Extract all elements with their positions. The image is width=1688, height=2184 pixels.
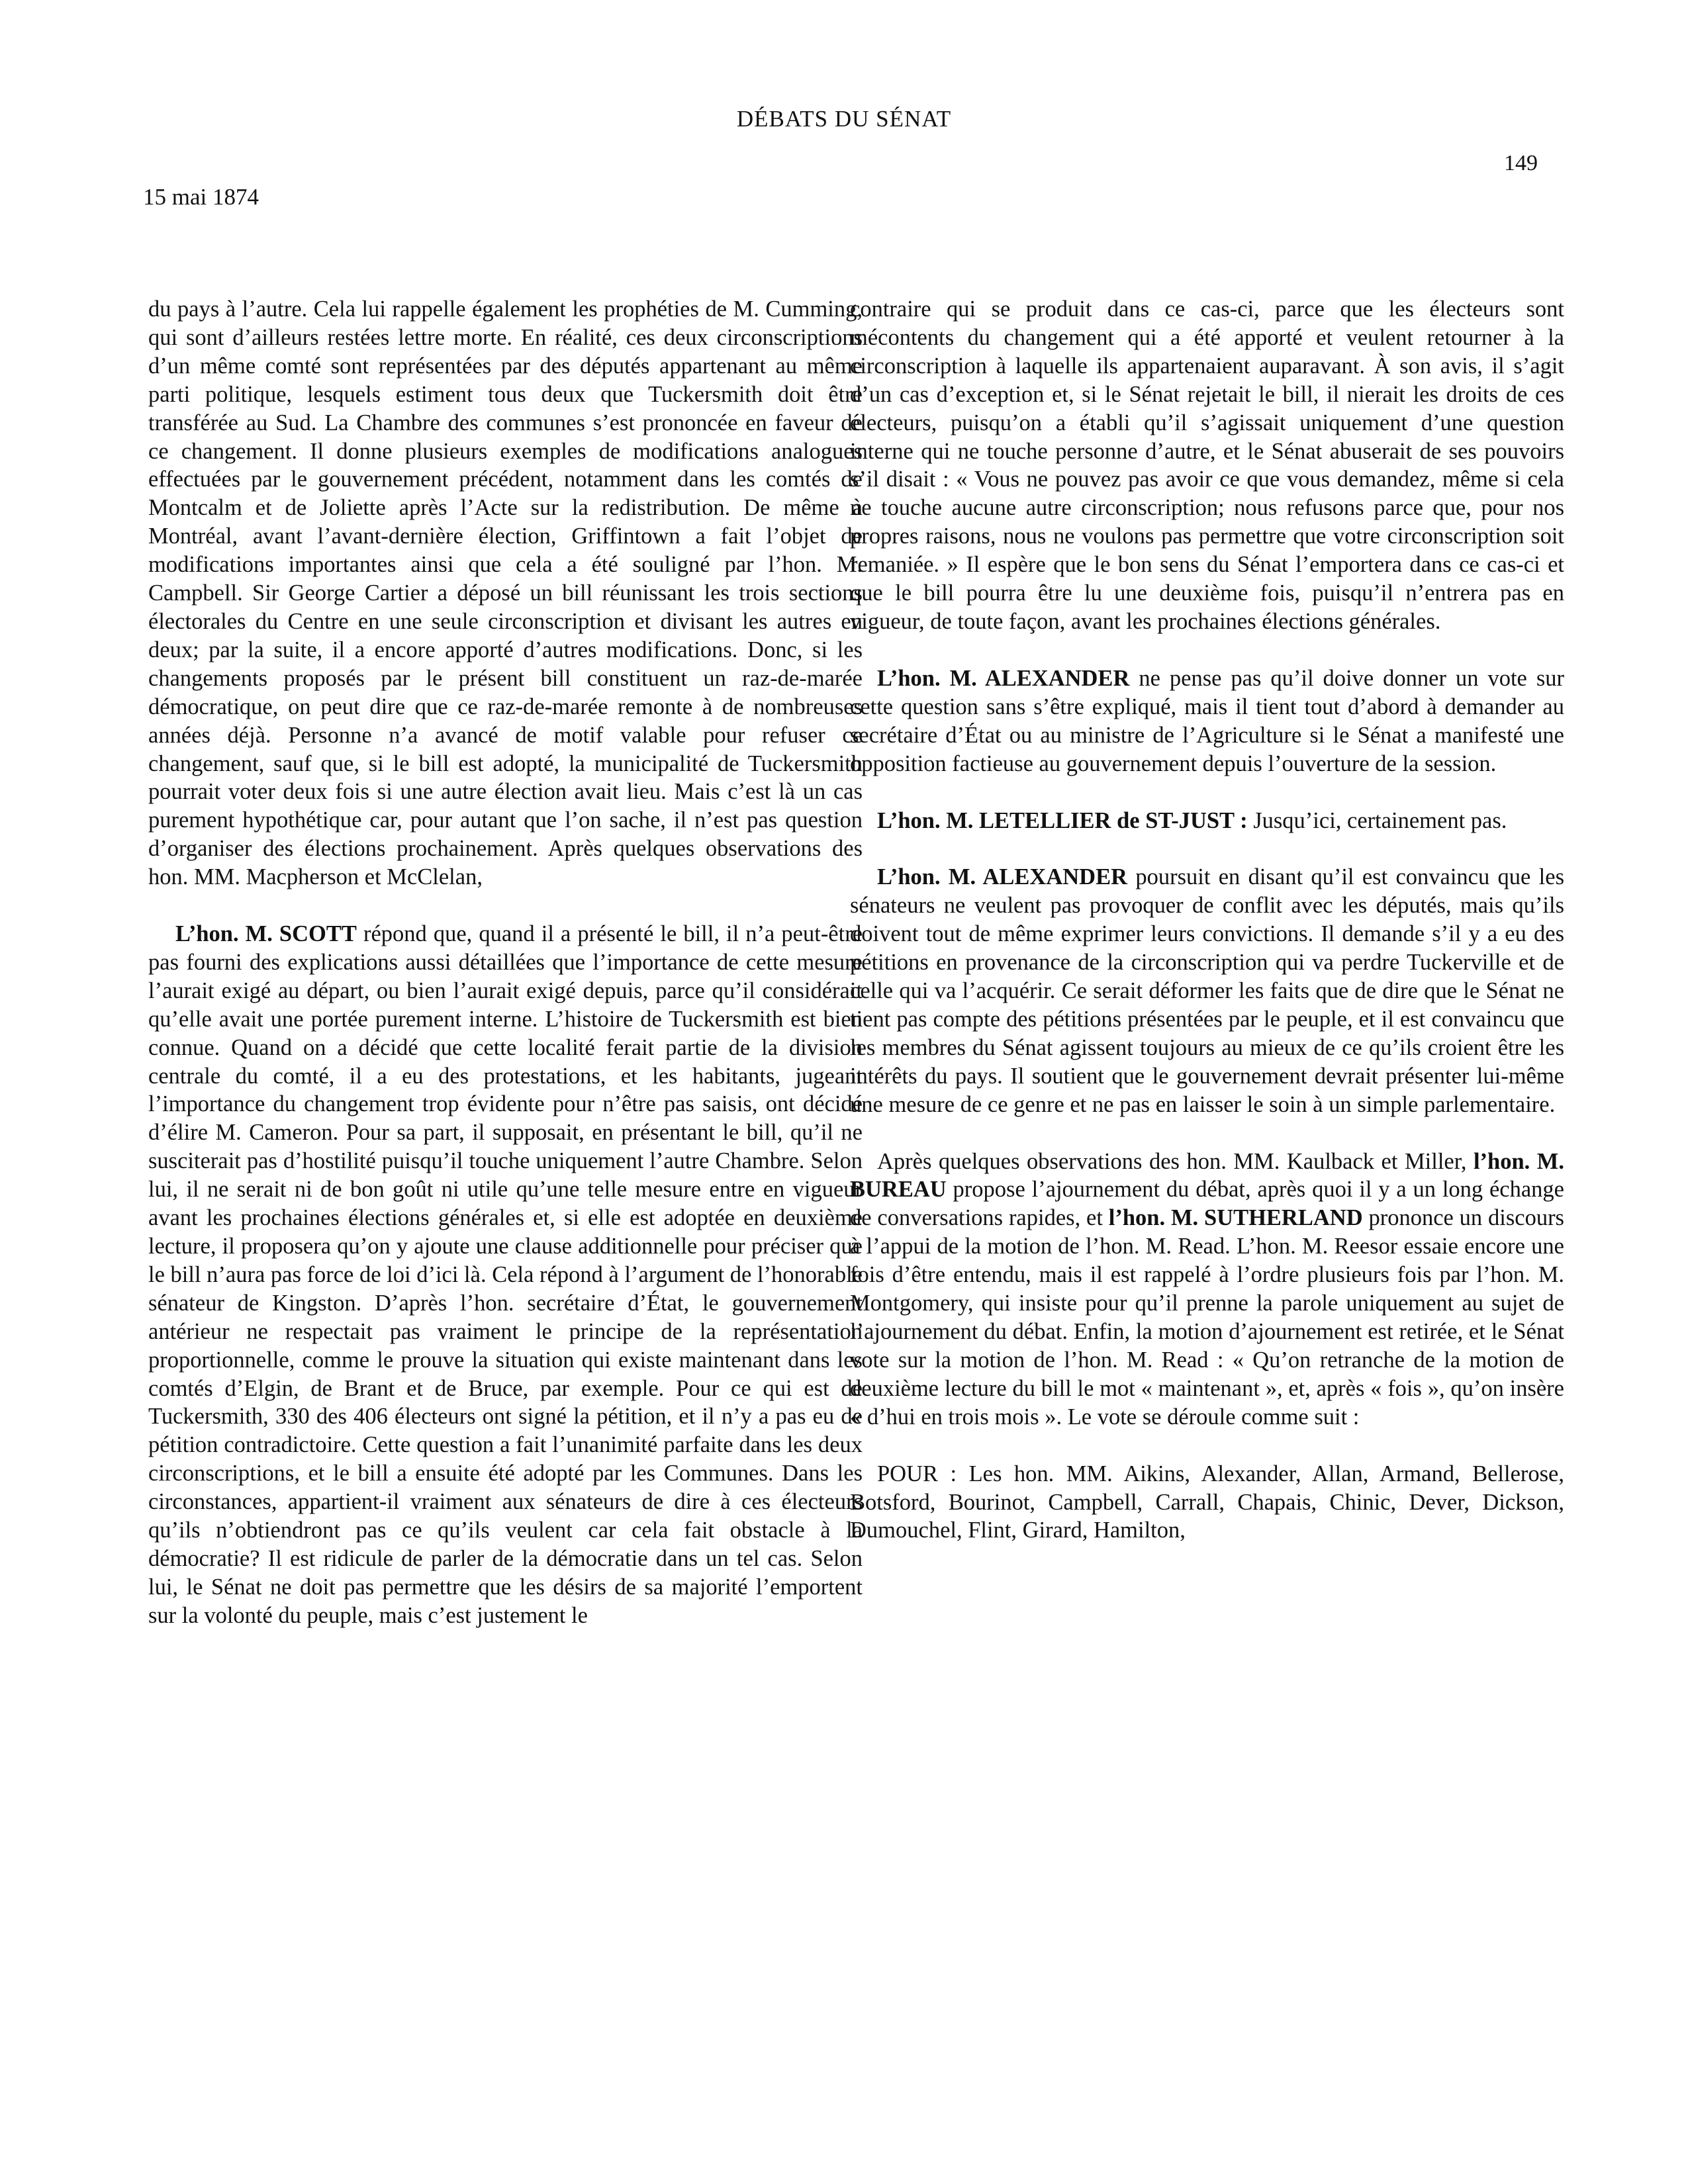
page-header-title: DÉBATS DU SÉNAT bbox=[736, 106, 952, 132]
paragraph bbox=[850, 1148, 1564, 1432]
paragraph-text: Après quelques observations des hon. MM. Kaulback et Miller, bbox=[877, 1148, 1474, 1174]
page-date: 15 mai 1874 bbox=[143, 184, 259, 210]
paragraph: contraire qui se produit dans ce cas-ci, parce que les électeurs sont mécontents du changement qui a été apporté et veulent retourner à la circonscription à laquelle ils appartenaient auparavant. À son avis, il s’agit d’un cas d’exception et, si le Sénat rejetait le bill, il nierait les droits de ces électeurs, puisqu’on a établi qu’il s’agissait uniquement d’une question interne qui ne touche personne d’autre, et le Sénat abuserait de ses pouvoirs s’il disait : « Vous ne pouvez pas avoir ce que vous demandez, même si cela ne touche aucune autre circonscription; nous refusons parce que, pour nos propres raisons, nous ne voulons pas permettre que votre circonscription soit remaniée. » Il espère que le bon sens du Sénat l’emportera dans ce cas-ci et que le bill pourra être lu une deuxième fois, puisqu’il n’entrera pas en vigueur, de toute façon, avant les prochaines élections générales. bbox=[850, 296, 1564, 634]
speech-paragraph bbox=[850, 664, 1564, 778]
speaker-name: l’hon. M. SUTHERLAND bbox=[1108, 1205, 1363, 1231]
vote-list: POUR : Les hon. MM. Aikins, Alexander, Allan, Armand, Bellerose, Botsford, Bourinot, Campbell, Carrall, Chapais, Chinic, Dever, Dickson, Dumouchel, Flint, Girard, Hamilton, bbox=[850, 1461, 1564, 1543]
speech-text: répond que, quand il a présenté le bill, il n’a peut-être pas fourni des explications aussi détaillées que l’importance de cette mesure l’aurait exigé au départ, ou bien l’aurait exigé depuis, parce qu’il considérait qu’elle avait une portée purement interne. L’histoire de Tuckersmith est bien connue. Quand on a décidé que cette localité ferait partie de la division centrale du comté, il a eu des protestations, et les habitants, jugeant l’importance du changement trop évidente pour n’être pas saisis, ont décidé d’élire M. Cameron. Pour sa part, il supposait, en présentant le bill, qu’il ne susciterait pas d’hostilité puisqu’il touche uniquement l’autre Chambre. Selon lui, il ne serait ni de bon goût ni utile qu’une telle mesure entre en vigueur avant les prochaines élections générales et, si elle est adoptée en deuxième lecture, il proposera qu’on y ajoute une clause additionnelle pour préciser que le bill n’aura pas force de loi d’ici là. Cela répond à l’argument de l’honorable sénateur de Kingston. D’après l’hon. secrétaire d’État, le gouvernement antérieur ne respectait pas vraiment le principe de la représentation proportionnelle, comme le prouve la situation qui existe maintenant dans les comtés d’Elgin, de Brant et de Bruce, par exemple. Pour ce qui est de Tuckersmith, 330 des 406 électeurs ont signé la pétition, et il n’y a pas eu de pétition contradictoire. Cette question a fait l’unanimité parfaite dans les deux circonscriptions, et le bill a ensuite été adopté par les Communes. Dans les circonstances, appartient-il vraiment aux sénateurs de dire à ces électeurs qu’ils n’obtiendront pas ce qu’ils veulent car cela fait obstacle à la démocratie? Il est ridicule de parler de la démocratie dans un tel cas. Selon lui, le Sénat ne doit pas permettre que les désirs de sa majorité l’emportent sur la volonté du peuple, mais c’est justement le bbox=[148, 921, 863, 1628]
paragraph-text: prononce un discours à l’appui de la motion de l’hon. M. Read. L’hon. M. Reesor essaie encore une fois d’être entendu, mais il est rappelé à l’ordre plusieurs fois par l’hon. M. Montgomery, qui insiste pour qu’il prenne la parole uniquement au sujet de l’ajournement du débat. Enfin, la motion d’ajournement est retirée, et le Sénat vote sur la motion de l’hon. M. Read : « Qu’on retranche de la motion de deuxième lecture du bill le mot « maintenant », et, après « fois », qu’on insère « d’hui en trois mois ». Le vote se déroule comme suit : bbox=[850, 1205, 1564, 1430]
speaker-name: L’hon. M. ALEXANDER bbox=[877, 665, 1130, 691]
speech-paragraph bbox=[850, 807, 1564, 835]
speech-text: poursuit en disant qu’il est convaincu que les sénateurs ne veulent pas provoquer de conflit avec les députés, mais qu’ils doivent tout de même exprimer leurs convictions. Il demande s’il y a eu des pétitions en provenance de la circonscription qui va perdre Tuckerville et de celle qui va l’acquérir. Ce serait déformer les faits que de dire que le Sénat ne tient pas compte des pétitions présentées par le peuple, et il est convaincu que les membres du Sénat agissent toujours au mieux de ce qu’ils croient être les intérêts du pays. Il soutient que le gouvernement devrait présenter lui-même une mesure de ce genre et ne pas en laisser le soin à un simple parlementaire. bbox=[850, 864, 1565, 1117]
right-column bbox=[850, 295, 1564, 1545]
speaker-name: L’hon. M. SCOTT bbox=[175, 921, 357, 947]
paragraph: du pays à l’autre. Cela lui rappelle également les prophéties de M. Cumming, qui sont d’ailleurs restées lettre morte. En réalité, ces deux circonscriptions d’un même comté sont représentées par des députés appartenant au même parti politique, lesquels estiment tous deux que Tuckersmith doit être transférée au Sud. La Chambre des communes s’est prononcée en faveur de ce changement. Il donne plusieurs exemples de modifications analogues effectuées par le gouvernement précédent, notamment dans les comtés de Montcalm et de Joliette après l’Acte sur la redistribution. De même à Montréal, avant l’avant-dernière élection, Griffintown a fait l’objet de modifications importantes ainsi que cela a été souligné par l’hon. M. Campbell. Sir George Cartier a déposé un bill réunissant les trois sections électorales du Centre en une seule circonscription et divisant les autres en deux; par la suite, il a encore apporté d’autres modifications. Donc, si les changements proposés par le présent bill constituent un raz-de-marée démocratique, on peut dire que ce raz-de-marée remonte à de nombreuses années déjà. Personne n’a avancé de motif valable pour refuser ce changement, sauf que, si le bill est adopté, la municipalité de Tuckersmith pourrait voter deux fois si une autre élection avait lieu. Mais c’est là un cas purement hypothétique car, pour autant que l’on sache, il n’est pas question d’organiser des élections prochainement. Après quelques observations des hon. MM. Macpherson et McClelan, bbox=[148, 296, 863, 890]
speaker-name: l’hon. M. BUREAU bbox=[850, 1148, 1564, 1203]
speaker-name: L’hon. M. LETELLIER de ST-JUST : bbox=[877, 807, 1248, 833]
paragraph-text: propose l’ajournement du débat, après quoi il y a un long échange de conversations rapides, et bbox=[850, 1177, 1564, 1231]
speaker-name: L’hon. M. ALEXANDER bbox=[877, 864, 1128, 890]
speech-text: Jusqu’ici, certainement pas. bbox=[1247, 807, 1507, 833]
speech-text: ne pense pas qu’il doive donner un vote sur cette question sans s’être expliqué, mais il tient tout d’abord à demander au secrétaire d’État ou au ministre de l’Agriculture si le Sénat a manifesté une opposition factieuse au gouvernement depuis l’ouverture de la session. bbox=[850, 665, 1564, 776]
page-number: 149 bbox=[1504, 151, 1538, 175]
speech-paragraph bbox=[148, 920, 863, 1630]
left-column bbox=[148, 295, 863, 1630]
speech-paragraph bbox=[850, 863, 1564, 1118]
